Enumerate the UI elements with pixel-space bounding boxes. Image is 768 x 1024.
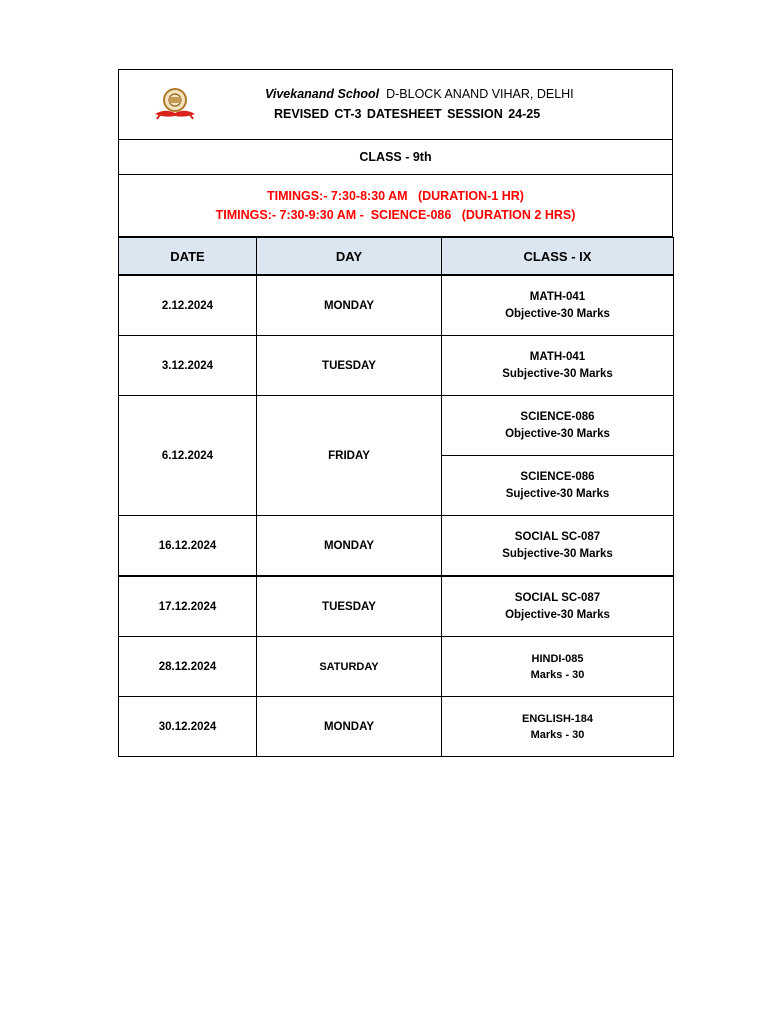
date-cell: 16.12.2024 [119,516,257,577]
school-header [118,69,673,139]
class-label: CLASS - 9th [118,139,673,174]
subject-cell [442,697,674,757]
day-cell: MONDAY [257,516,442,577]
day-cell: TUESDAY [257,336,442,396]
subject-marks: Sujective-30 Marks [505,487,610,500]
table-row [119,275,674,336]
table-row [119,516,674,577]
subject-marks: Subjective-30 Marks [502,547,613,560]
subject-code: SOCIAL SC-087 [514,591,601,604]
timing-line-2: TIMINGS:- 7:30-9:30 AM - SCIENCE-086 (DURATION 2 HRS) [215,207,576,222]
datesheet-title: REVISED CT-3 DATESHEET SESSION 24-25 [274,107,541,121]
subject-code: SOCIAL SC-087 [514,530,601,543]
table-header-row [119,238,674,276]
day-cell: MONDAY [257,697,442,757]
subject-cell [442,396,674,456]
school-address: D-BLOCK ANAND VIHAR, DELHI [386,87,574,101]
subject-cell [442,576,674,637]
subject-cell [442,516,674,577]
column-header-day: DAY [257,238,442,276]
date-cell: 6.12.2024 [119,396,257,516]
date-cell: 2.12.2024 [119,275,257,336]
day-cell: FRIDAY [257,396,442,516]
table-row [119,336,674,396]
day-cell: TUESDAY [257,576,442,637]
subject-cell [442,637,674,697]
subject-marks: Objective-30 Marks [505,427,610,440]
subject-cell [442,456,674,516]
table-row [119,637,674,697]
column-header-date: DATE [119,238,257,276]
date-cell: 3.12.2024 [119,336,257,396]
day-cell: SATURDAY [257,637,442,697]
subject-marks: Objective-30 Marks [505,307,610,320]
school-name: Vivekanand School [265,87,380,101]
subject-marks: Marks - 30 [530,668,585,681]
subject-marks: Marks - 30 [530,728,585,741]
subject-marks: Objective-30 Marks [505,608,610,621]
school-logo-icon [151,86,199,122]
subject-code: ENGLISH-184 [522,712,593,725]
subject-code: HINDI-085 [531,652,584,665]
subject-code: MATH-041 [529,350,586,363]
date-cell: 17.12.2024 [119,576,257,637]
date-cell: 28.12.2024 [119,637,257,697]
subject-marks: Subjective-30 Marks [502,367,613,380]
table-row [119,697,674,757]
day-cell: MONDAY [257,275,442,336]
table-row [119,396,674,456]
subject-cell [442,275,674,336]
datesheet [118,69,673,757]
subject-code: SCIENCE-086 [520,470,595,483]
table-row [119,576,674,637]
datesheet-table [118,237,674,757]
subject-cell [442,336,674,396]
subject-code: MATH-041 [529,290,586,303]
school-title-line [265,87,574,101]
timing-line-1: TIMINGS:- 7:30-8:30 AM (DURATION-1 HR) [267,188,524,203]
subject-code: SCIENCE-086 [520,410,595,423]
column-header-class: CLASS - IX [442,238,674,276]
date-cell: 30.12.2024 [119,697,257,757]
timings-block [118,174,673,237]
